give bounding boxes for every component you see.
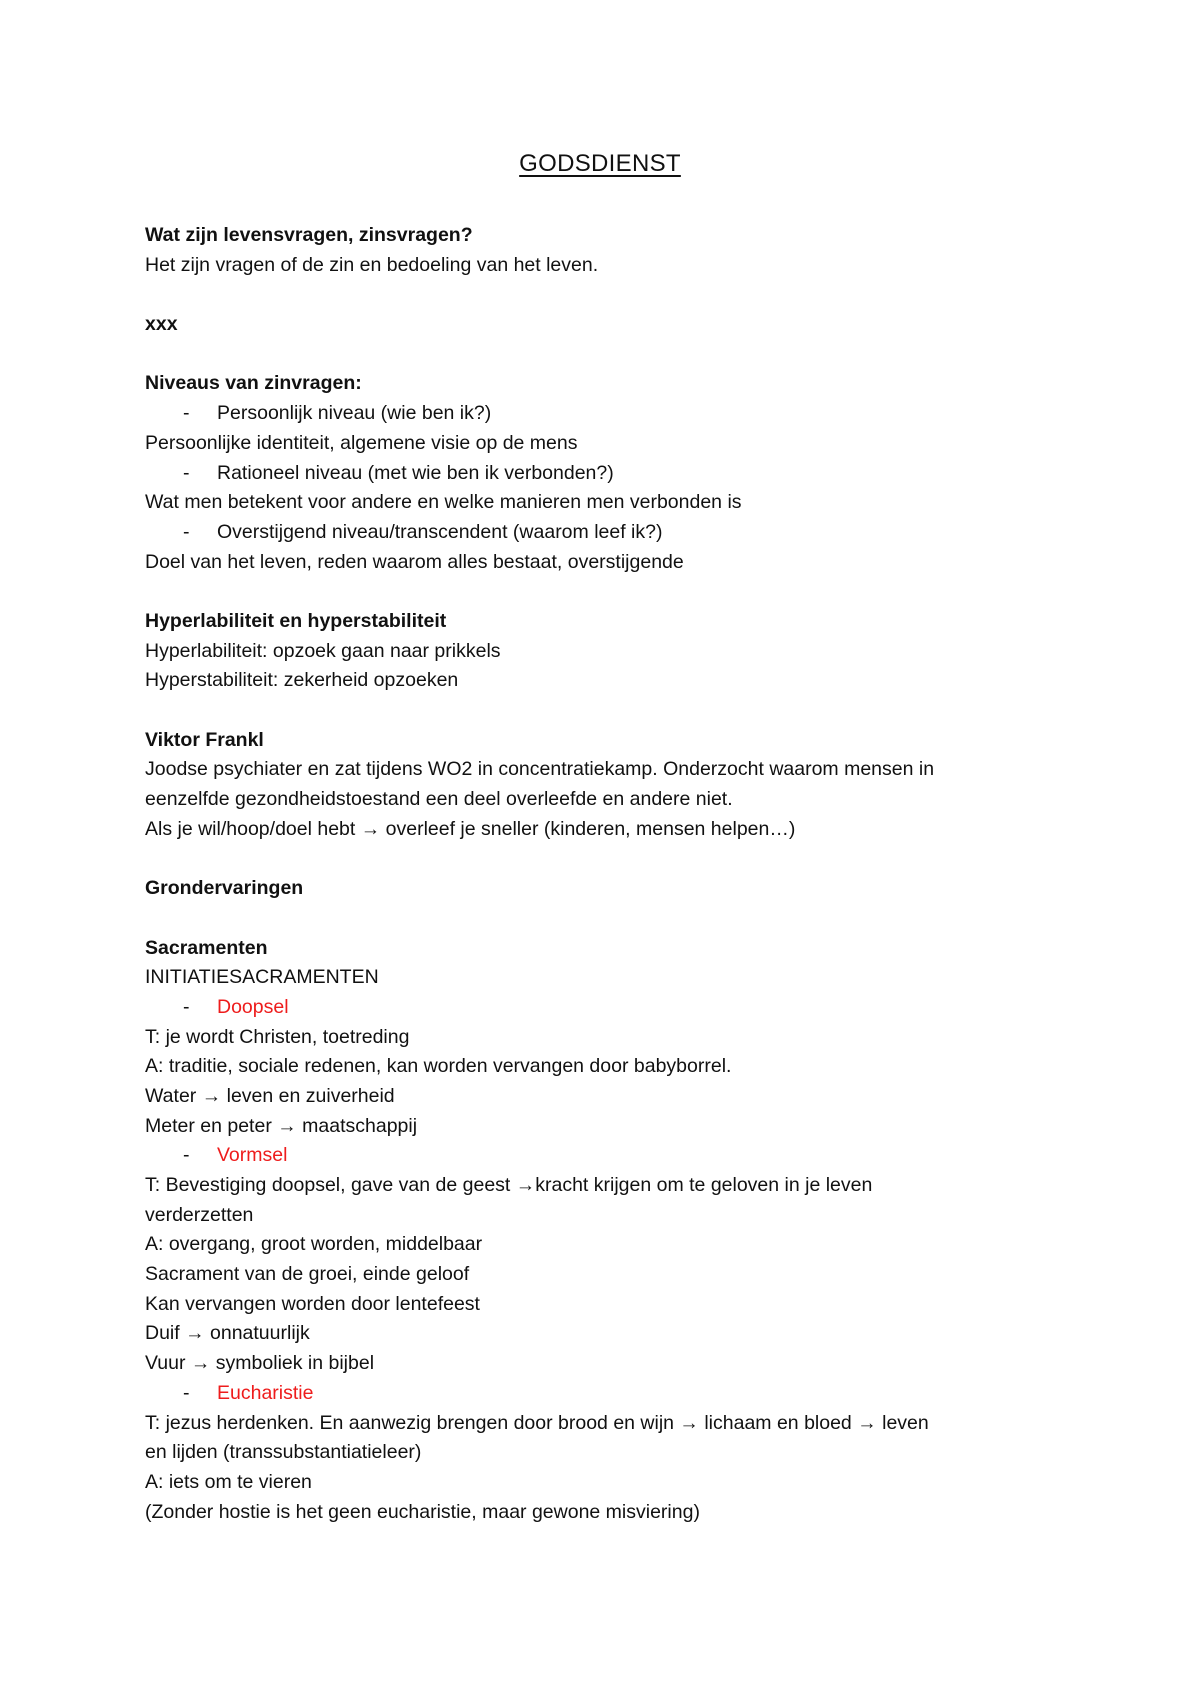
document-title: GODSDIENST <box>519 150 681 177</box>
bullet-item <box>145 518 1075 548</box>
bullet-text: Vormsel <box>217 1144 288 1167</box>
text-line: eenzelfde gezondheidstoestand een deel overleefde en andere niet. <box>145 788 733 811</box>
bullet-text: Rationeel niveau (met wie ben ik verbonden?) <box>217 461 614 484</box>
sacrament-heading <box>145 1379 1075 1409</box>
text-line: A: traditie, sociale redenen, kan worden vervangen door babyborrel. <box>145 1055 732 1078</box>
text-line: en lijden (transsubstantiatieleer) <box>145 1441 422 1464</box>
text-line: verderzetten <box>145 1203 254 1226</box>
sacrament-heading <box>145 1141 1075 1171</box>
section-heading: Sacramenten <box>145 936 268 959</box>
text-line: Hyperlabiliteit: opzoek gaan naar prikkels <box>145 639 501 662</box>
bullet-dash: - <box>183 995 190 1018</box>
blank-line <box>145 577 1075 607</box>
bullet-item <box>145 399 1075 429</box>
text-line: Wat men betekent voor andere en welke manieren men verbonden is <box>145 491 742 514</box>
text-line: INITIATIESACRAMENTEN <box>145 966 379 989</box>
bullet-dash: - <box>183 520 190 543</box>
text-line: T: jezus herdenken. En aanwezig brengen door brood en wijn → lichaam en bloed → leven <box>145 1411 929 1434</box>
bullet-text: Eucharistie <box>217 1381 314 1404</box>
text-line: A: iets om te vieren <box>145 1470 312 1493</box>
bullet-text: Overstijgend niveau/transcendent (waarom leef ik?) <box>217 520 663 543</box>
section-heading: Grondervaringen <box>145 877 304 900</box>
blank-line <box>145 340 1075 370</box>
blank-line <box>145 844 1075 874</box>
blank-line <box>145 696 1075 726</box>
text-line: A: overgang, groot worden, middelbaar <box>145 1233 483 1256</box>
text-line: T: Bevestiging doopsel, gave van de geest →kracht krijgen om te geloven in je leven <box>145 1174 873 1196</box>
blank-line <box>145 280 1075 310</box>
bullet-text: Persoonlijk niveau (wie ben ik?) <box>217 402 492 425</box>
text-line: Het zijn vragen of de zin en bedoeling van het leven. <box>145 253 599 276</box>
text-line: Kan vervangen worden door lentefeest <box>145 1292 480 1315</box>
text-line: Persoonlijke identiteit, algemene visie op de mens <box>145 431 578 454</box>
text-line: Joodse psychiater en zat tijdens WO2 in concentratiekamp. Onderzocht waarom mensen in <box>145 758 935 781</box>
text-line: Sacrament van de groei, einde geloof <box>145 1263 470 1286</box>
section-heading: xxx <box>145 313 178 336</box>
section-heading: Wat zijn levensvragen, zinsvragen? <box>145 224 473 246</box>
bullet-dash: - <box>183 1144 190 1167</box>
bullet-item <box>145 459 1075 489</box>
text-line: Als je wil/hoop/doel hebt → overleef je sneller (kinderen, mensen helpen…) <box>145 817 796 840</box>
section-heading: Viktor Frankl <box>145 728 264 751</box>
bullet-dash: - <box>183 402 190 425</box>
text-line: Water → leven en zuiverheid <box>145 1084 395 1107</box>
text-line: Duif → onnatuurlijk <box>145 1322 310 1345</box>
bullet-dash: - <box>183 1381 190 1404</box>
section-heading: Niveaus van zinvragen: <box>145 372 362 395</box>
document-body <box>145 221 1075 1527</box>
sacrament-heading <box>145 993 1075 1023</box>
text-line: Vuur → symboliek in bijbel <box>145 1352 375 1375</box>
blank-line <box>145 904 1075 934</box>
text-line: Meter en peter → maatschappij <box>145 1114 418 1137</box>
bullet-dash: - <box>183 461 190 484</box>
bullet-text: Doopsel <box>217 995 289 1018</box>
text-line: Hyperstabiliteit: zekerheid opzoeken <box>145 669 459 692</box>
section-heading: Hyperlabiliteit en hyperstabiliteit <box>145 609 447 632</box>
text-line: T: je wordt Christen, toetreding <box>145 1025 410 1048</box>
text-line: Doel van het leven, reden waarom alles bestaat, overstijgende <box>145 550 684 573</box>
text-line: (Zonder hostie is het geen eucharistie, maar gewone misviering) <box>145 1500 700 1523</box>
